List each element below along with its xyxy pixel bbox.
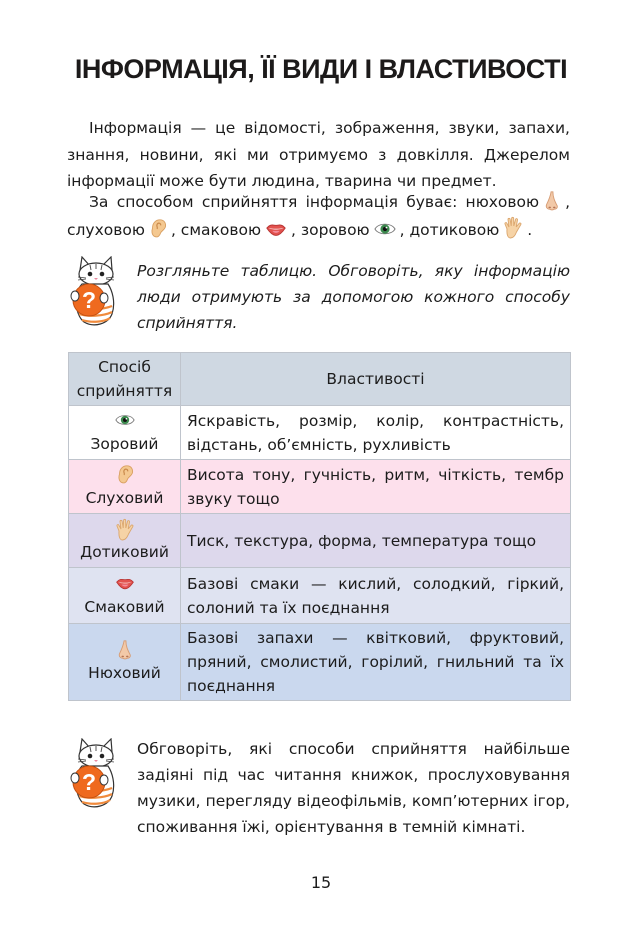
nose-icon <box>541 190 563 212</box>
eye-icon <box>372 218 398 240</box>
table-row <box>69 460 571 514</box>
mouth-icon <box>263 218 289 240</box>
method-label: Смаковий <box>84 597 165 616</box>
method-label: Нюховий <box>88 664 161 682</box>
properties-cell: Базові смаки — кислий, солодкий, гіркий, солоний та їх поєднання <box>181 568 571 624</box>
senses-taste: , смаковою <box>170 220 262 239</box>
page-number: 15 <box>310 873 332 892</box>
method-cell <box>69 514 181 568</box>
page-title: ІНФОРМАЦІЯ, ЇЇ ВИДИ І ВЛАСТИВОСТІ <box>74 54 568 84</box>
senses-paragraph <box>67 189 570 243</box>
senses-visual: , зоровою <box>291 220 370 239</box>
hand-icon <box>501 216 525 240</box>
ear-icon <box>147 218 169 240</box>
senses-lead: За способом сприйняття інформація буває: нюховою <box>89 193 540 211</box>
properties-cell: Базові запахи — квітковий, фруктовий, пряний, смолистий, горілий, гнильний та їх поєднання <box>181 624 571 701</box>
properties-cell: Яскравість, розмір, колір, контрастність, відстань, об’ємність, рухливість <box>181 406 571 460</box>
header-properties: Властивості <box>181 353 571 406</box>
properties-cell: Висота тону, гучність, ритм, чіткість, тембр звуку тощо <box>181 460 571 514</box>
header-method: Спосіб сприйняття <box>69 353 181 406</box>
eye-icon <box>112 410 138 430</box>
cat-question-icon <box>66 256 124 326</box>
table-row <box>69 514 571 568</box>
cat-question-icon <box>66 738 124 808</box>
table-row <box>69 568 571 624</box>
senses-end: . <box>527 220 533 239</box>
ear-icon <box>114 464 136 486</box>
table-row <box>69 624 571 701</box>
intro-paragraph <box>67 115 570 195</box>
properties-cell: Тиск, текстура, форма, температура тощо <box>181 514 571 568</box>
method-cell <box>69 460 181 514</box>
method-cell <box>69 624 181 701</box>
method-cell <box>69 568 181 624</box>
table-row <box>69 406 571 460</box>
hand-icon <box>113 518 137 542</box>
nose-icon <box>114 639 136 661</box>
mouth-icon <box>112 573 138 593</box>
senses-tactile: , дотиковою <box>399 220 500 239</box>
senses-auditory: , слуховою <box>67 193 570 239</box>
method-cell <box>69 406 181 460</box>
method-label: Зоровий <box>90 434 159 453</box>
perception-table <box>68 352 571 701</box>
task-discuss-table: Розгляньте таблицю. Обговоріть, яку інформацію люди отримують за допомогою кожного способу сприйняття. <box>137 262 570 332</box>
task-discuss-senses: Обговоріть, які способи сприйняття найбільше задіяні під час читання книжок, прослуховування музики, перегляду відеофільмів, комп’ютерних ігор, споживання їжі, орієнтування в темній кімнаті. <box>137 740 570 836</box>
method-label: Слуховий <box>85 488 164 507</box>
method-label: Дотиковий <box>80 542 169 561</box>
intro-text: Інформація — це відомості, зображення, звуки, запахи, знання, новини, які ми отримуємо з довкілля. Джерелом інформації може бути людина, тварина чи предмет. <box>67 119 570 190</box>
table-header-row <box>69 353 571 406</box>
